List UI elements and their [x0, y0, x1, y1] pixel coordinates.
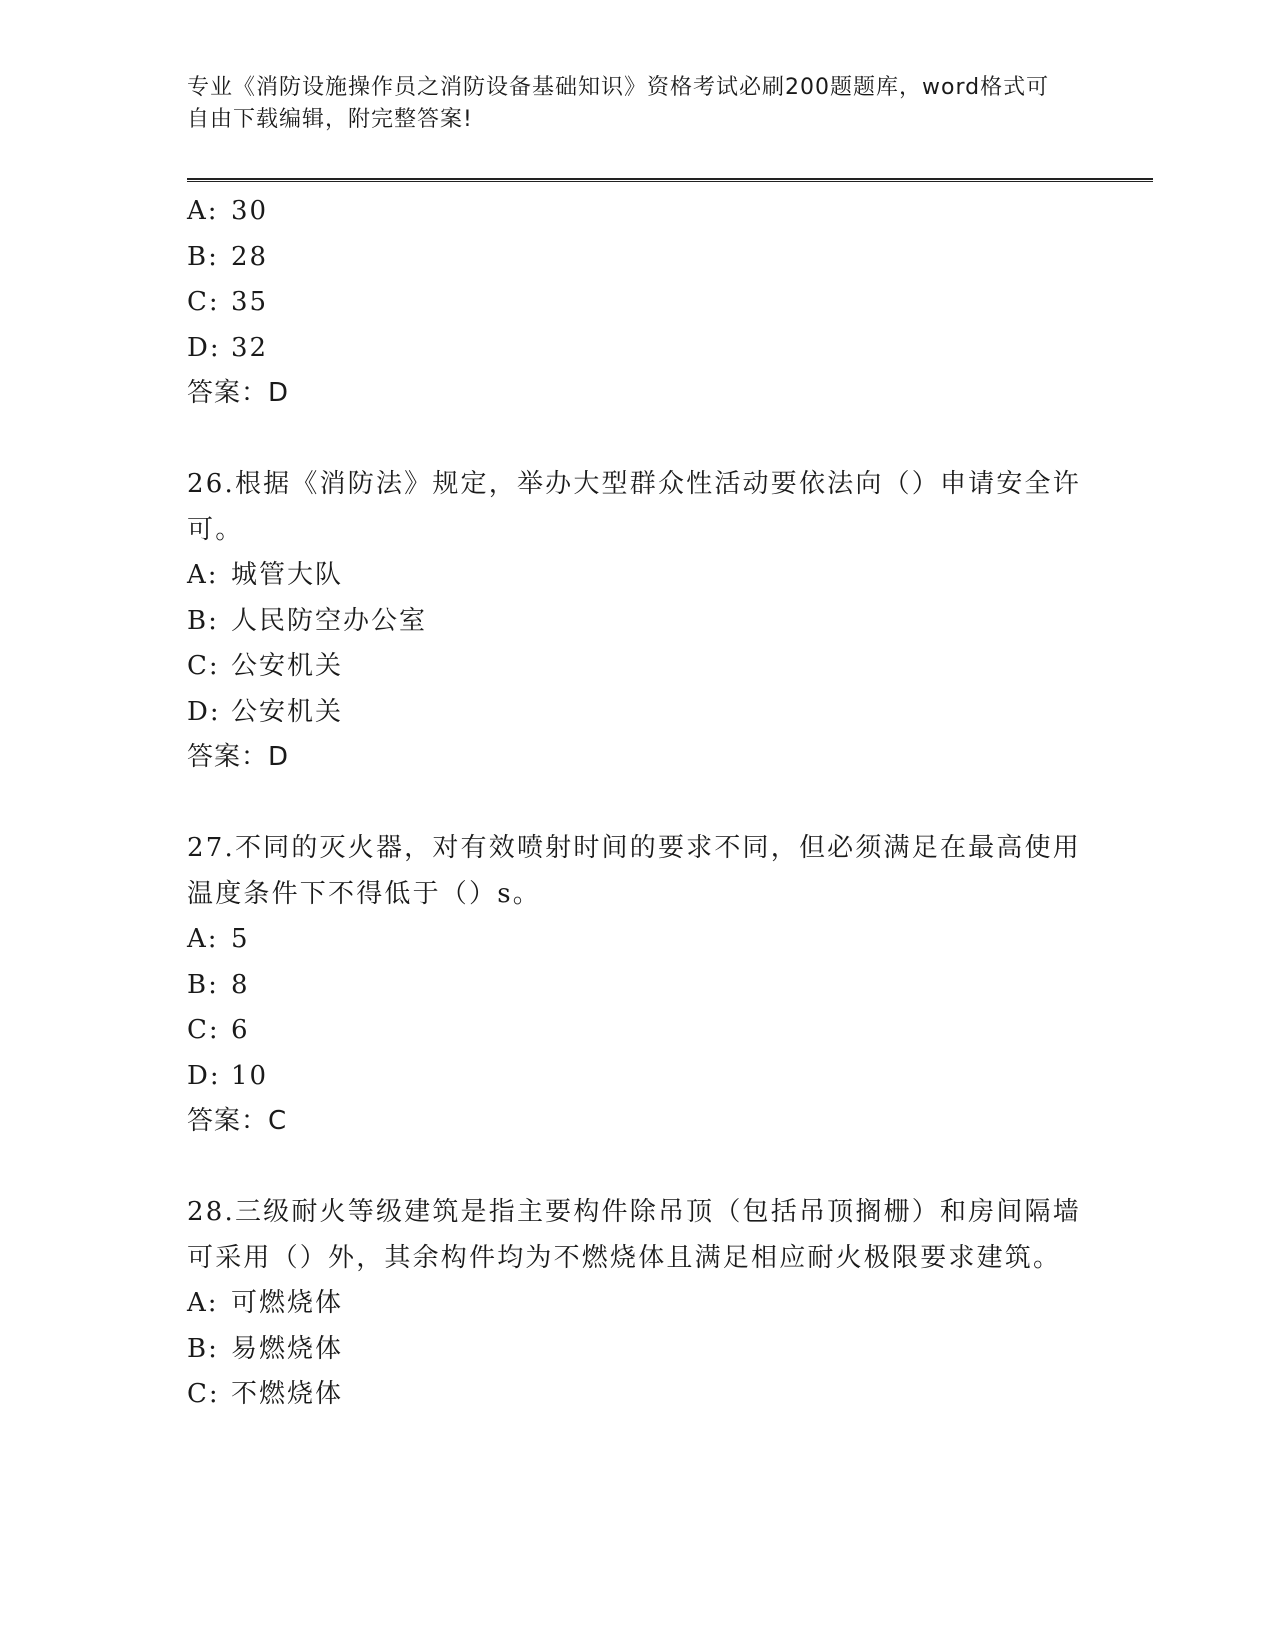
option-label: A:	[187, 196, 219, 226]
option-label: A:	[187, 560, 219, 590]
option-text: 30	[231, 196, 269, 226]
option-text: 6	[231, 1015, 250, 1045]
option-text: 公安机关	[231, 696, 344, 727]
question-list	[187, 189, 1087, 1418]
option-label: D:	[187, 696, 221, 727]
option-text: 8	[231, 969, 250, 1000]
option-a	[187, 1281, 1087, 1327]
option-text: 32	[231, 332, 269, 363]
option-text: 5	[231, 924, 250, 954]
option-text: 人民防空办公室	[231, 605, 428, 636]
answer-line: 答案：D	[187, 378, 290, 408]
header-title: 专业《消防设施操作员之消防设备基础知识》资格考试必刷200题题库，word格式可自由下载编辑，附完整答案!	[187, 75, 1050, 132]
question-stem: 28.三级耐火等级建筑是指主要构件除吊顶（包括吊顶搁栅）和房间隔墙可采用（）外，其余构件均为不燃烧体且满足相应耐火极限要求建筑。	[187, 1197, 1081, 1273]
option-a	[187, 189, 1087, 235]
option-d	[187, 1054, 1087, 1100]
option-label: C:	[187, 287, 220, 317]
header-divider	[187, 178, 1153, 182]
spacer	[187, 417, 1087, 463]
option-label: C:	[187, 1379, 220, 1409]
option-b	[187, 1327, 1087, 1373]
option-label: B:	[187, 605, 219, 636]
option-text: 可燃烧体	[231, 1288, 344, 1318]
question-block-27	[187, 826, 1087, 1145]
option-text: 易燃烧体	[231, 1333, 344, 1364]
question-block-25	[187, 189, 1087, 417]
option-c	[187, 280, 1087, 326]
answer-line: 答案：D	[187, 742, 290, 772]
option-text: 28	[231, 241, 269, 272]
option-text: 城管大队	[231, 560, 344, 590]
option-label: B:	[187, 241, 219, 272]
option-label: C:	[187, 1015, 220, 1045]
option-text: 35	[231, 287, 269, 317]
option-label: B:	[187, 969, 219, 1000]
option-label: A:	[187, 924, 219, 954]
document-header	[187, 72, 1067, 136]
option-text: 公安机关	[231, 651, 344, 681]
option-d	[187, 690, 1087, 736]
option-a	[187, 553, 1087, 599]
option-c	[187, 644, 1087, 690]
option-b	[187, 599, 1087, 645]
spacer	[187, 781, 1087, 827]
option-a	[187, 917, 1087, 963]
option-b	[187, 963, 1087, 1009]
option-label: D:	[187, 1060, 221, 1091]
option-d	[187, 326, 1087, 372]
option-c	[187, 1372, 1087, 1418]
question-block-26	[187, 462, 1087, 781]
option-label: D:	[187, 332, 221, 363]
question-stem: 27.不同的灭火器，对有效喷射时间的要求不同，但必须满足在最高使用温度条件下不得低于（）s。	[187, 833, 1081, 909]
option-label: C:	[187, 651, 220, 681]
question-stem: 26.根据《消防法》规定，举办大型群众性活动要依法向（）申请安全许可。	[187, 469, 1081, 545]
question-block-28	[187, 1190, 1087, 1418]
option-label: B:	[187, 1333, 219, 1364]
option-text: 不燃烧体	[231, 1379, 344, 1409]
answer-line: 答案：C	[187, 1106, 288, 1136]
option-label: A:	[187, 1288, 219, 1318]
option-b	[187, 235, 1087, 281]
spacer	[187, 1145, 1087, 1191]
option-text: 10	[231, 1060, 269, 1091]
option-c	[187, 1008, 1087, 1054]
